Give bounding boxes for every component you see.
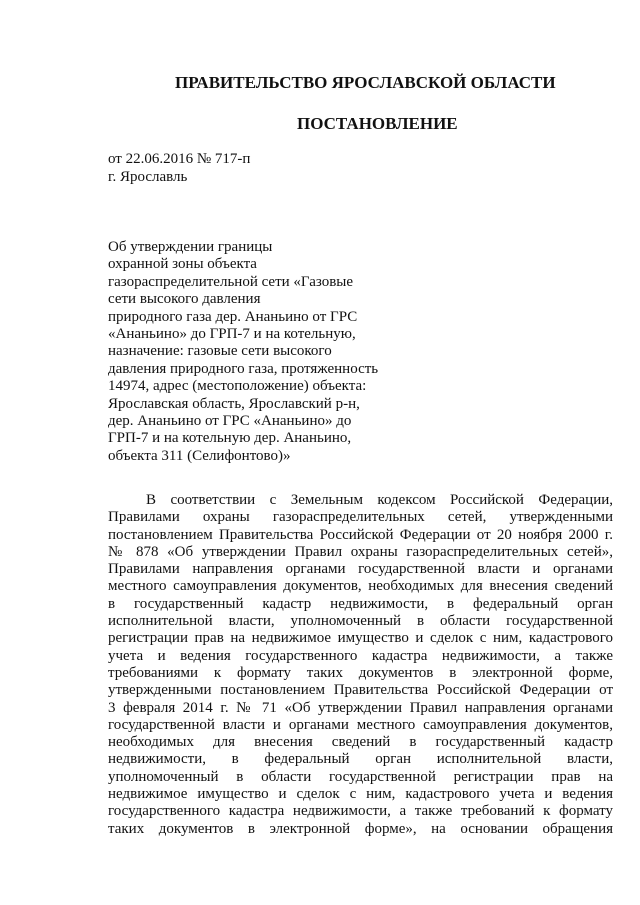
document-type-heading: ПОСТАНОВЛЕНИЕ	[297, 114, 458, 133]
subject-line: 14974, адрес (местоположение) объекта:	[108, 378, 367, 395]
body-line: утвержденными постановлением Правительства Российской Федерации от	[108, 682, 613, 699]
document-meta	[108, 150, 250, 186]
subject-line: давления природного газа, протяженность	[108, 360, 379, 377]
body-line: постановлением Правительства Российской Федерации от 20 ноября 2000 г.	[108, 526, 613, 543]
subject-line: природного газа дер. Ананьино от ГРС	[108, 308, 358, 325]
subject-line: Ярославская область, Ярославский р-н,	[108, 395, 360, 412]
body-line: таких документов в электронной форме», на основании обращения	[108, 820, 613, 837]
body-paragraph	[108, 492, 613, 838]
subject-line: назначение: газовые сети высокого	[108, 343, 332, 360]
document-subject	[108, 239, 378, 465]
body-line: недвижимое имущество и сделок с ним, кадастрового учета и ведения	[108, 786, 613, 803]
body-line: местного самоуправления документов, необходимых для внесения сведений	[108, 578, 613, 595]
body-line: исполнительной власти, уполномоченный в области государственной	[108, 613, 613, 630]
body-line: учета и ведения государственного кадастра недвижимости, а также	[108, 647, 613, 664]
subject-line: охранной зоны объекта	[108, 256, 257, 273]
body-line: Правилами направления органами государственной власти и органами	[108, 561, 613, 578]
body-line: в государственный кадастр недвижимости, в федеральный орган	[108, 595, 613, 612]
body-line: государственной власти и органами местного самоуправления документов,	[108, 716, 613, 733]
subject-line: Об утверждении границы	[108, 239, 273, 255]
subject-line: газораспределительной сети «Газовые	[108, 273, 354, 290]
subject-line: объекта 311 (Селифонтово)»	[108, 447, 291, 464]
body-line: необходимых для внесения сведений в государственный кадастр	[108, 734, 613, 751]
body-line: требованиями к формату таких документов в электронной форме,	[108, 664, 613, 681]
organization-title: ПРАВИТЕЛЬСТВО ЯРОСЛАВСКОЙ ОБЛАСТИ	[175, 73, 556, 92]
body-line: № 878 «Об утверждении Правил охраны газораспределительных сетей»,	[108, 543, 613, 560]
body-line: Правилами охраны газораспределительных сетей, утвержденными	[108, 509, 613, 526]
body-line: государственного кадастра недвижимости, а также требований к формату	[108, 803, 613, 820]
subject-line: дер. Ананьино от ГРС «Ананьино» до	[108, 413, 352, 430]
subject-line: «Ананьино» до ГРП-7 и на котельную,	[108, 326, 356, 343]
body-line: В соответствии с Земельным кодексом Российской Федерации,	[146, 492, 613, 508]
body-line: 3 февраля 2014 г. № 71 «Об утверждении Правил направления органами	[108, 699, 613, 716]
body-line: регистрации прав на недвижимое имущество и сделок с ним, кадастрового	[108, 630, 613, 647]
subject-line: сети высокого давления	[108, 291, 261, 308]
body-line: недвижимости, в федеральный орган исполнительной власти,	[108, 751, 613, 768]
date-number: от 22.06.2016 № 717-п	[108, 151, 251, 167]
body-line: уполномоченный в области государственной регистрации прав на	[108, 768, 613, 785]
city: г. Ярославль	[108, 169, 188, 185]
subject-line: ГРП-7 и на котельную дер. Ананьино,	[108, 430, 352, 447]
